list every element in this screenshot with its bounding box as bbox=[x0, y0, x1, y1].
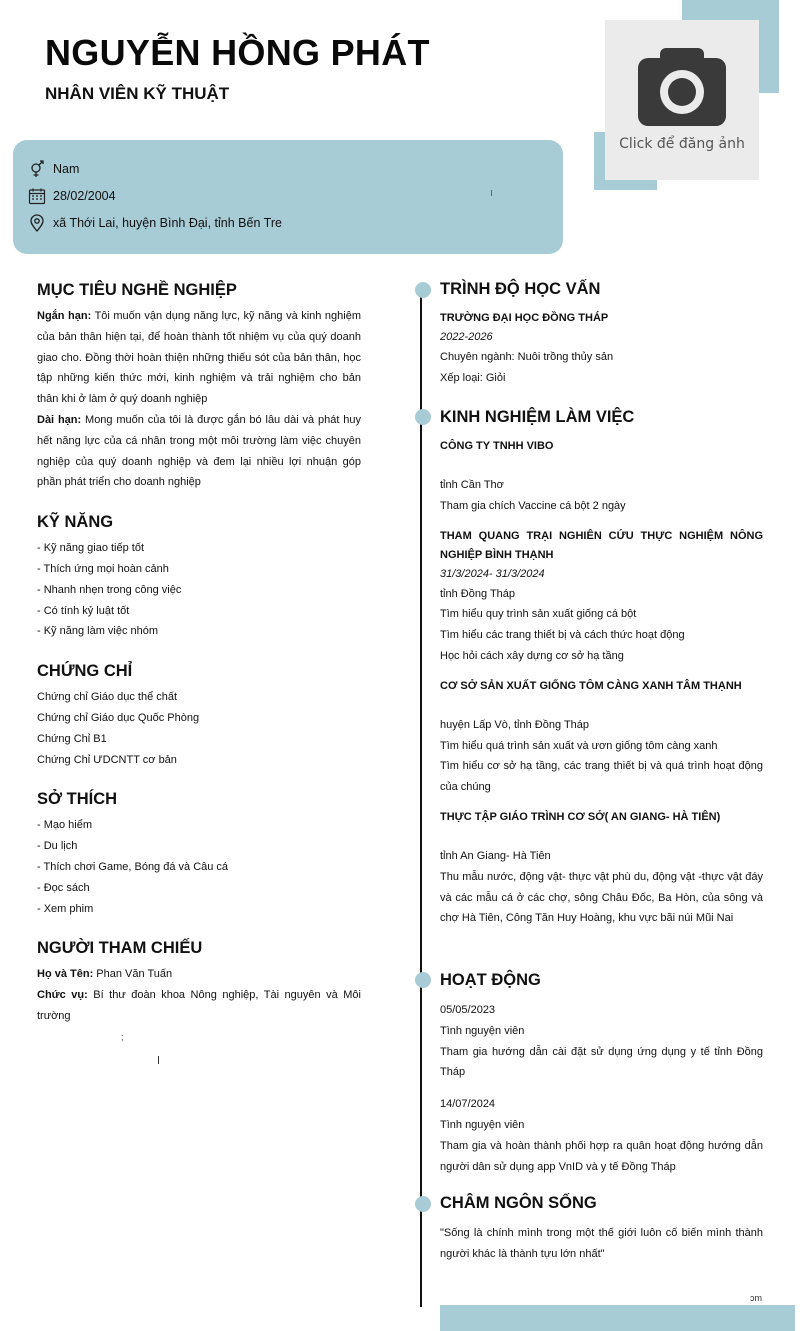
objective-short-term bbox=[37, 306, 361, 410]
education-major: Chuyên ngành: Nuôi trồng thủy sản bbox=[440, 351, 614, 363]
job-org: THỰC TẬP GIÁO TRÌNH CƠ SỞ( AN GIANG- HÀ TIÊN) bbox=[440, 810, 721, 823]
objective-heading: MỤC TIÊU NGHỀ NGHIỆP bbox=[37, 281, 237, 299]
certificate-item: Chứng Chỉ B1 bbox=[37, 732, 107, 745]
hobby-item: - Mạo hiểm bbox=[37, 819, 93, 832]
education-heading: TRÌNH ĐỘ HỌC VẤN bbox=[440, 280, 601, 298]
school-name: TRƯỜNG ĐẠI HỌC ĐỒNG THÁP bbox=[440, 312, 609, 324]
job-desc: Học hỏi cách xây dựng cơ sở hạ tầng bbox=[440, 649, 624, 662]
reference-name bbox=[37, 964, 361, 985]
skills-heading: KỸ NĂNG bbox=[37, 513, 114, 532]
location-pin-icon bbox=[28, 214, 46, 232]
skill-item: - Kỹ năng làm việc nhóm bbox=[37, 625, 159, 638]
reference-position bbox=[37, 985, 361, 1027]
job-desc: Thu mẫu nước, động vật- thực vật phù du, động vật -thực vật đáy và các mẫu cá ở các chợ, sông Châu Đốc, Ba Hòn, của sông và chợ Hà Tiên, Công Tăn Huy Hoàng, khu vực bãi núi Mũi Nai bbox=[440, 870, 763, 925]
job-desc: Tìm hiểu các trang thiết bị và cách thức hoạt động bbox=[440, 629, 685, 642]
candidate-name: NGUYỄN HỒNG PHÁT bbox=[45, 32, 430, 73]
job-org: CƠ SỞ SẢN XUẤT GIỐNG TÔM CÀNG XANH TÂM THẠNH bbox=[440, 679, 742, 692]
certificates-heading: CHỨNG CHỈ bbox=[37, 662, 133, 681]
activity-desc: Tham gia và hoàn thành phối hợp ra quân hoạt động hướng dẫn người dân sử dụng app VnID và y tế Đồng Tháp bbox=[440, 1139, 763, 1173]
photo-upload-label: Click để đăng ảnh bbox=[619, 136, 745, 152]
short-term-label: Ngắn hạn: bbox=[37, 310, 92, 322]
hobby-item: - Xem phim bbox=[37, 902, 94, 915]
gender-value: Nam bbox=[53, 161, 80, 176]
photo-upload[interactable] bbox=[605, 20, 759, 180]
activity-desc: Tham gia hướng dẫn cài đặt sử dụng ứng dụng y tế tỉnh Đồng Tháp bbox=[440, 1045, 763, 1079]
short-term-text: Tôi muốn vận dụng năng lực, kỹ năng và kinh nghiệm của bản thân hiện tại, để hoàn thành tốt nhiệm vụ của quý doanh giao cho. Đồng thời hoàn thiện những thiếu sót của bản thân, học tập những kiến thức mới, kinh nghiệm và trải nghiệm cho bản thân khi ở làm ở quý doanh nghiệp bbox=[37, 310, 361, 406]
reference-name-value: Phan Văn Tuấn bbox=[93, 968, 173, 981]
job-desc: Tham gia chích Vaccine cá bột 2 ngày bbox=[440, 499, 626, 512]
job-org: THAM QUANG TRẠI NGHIÊN CỨU THỰC NGHIỆM NÔNG NGHIỆP BÌNH THẠNH bbox=[440, 529, 763, 561]
long-term-label: Dài hạn: bbox=[37, 413, 82, 426]
education-section bbox=[440, 280, 763, 389]
skill-item: - Kỹ năng giao tiếp tốt bbox=[37, 542, 145, 555]
info-gender bbox=[28, 155, 563, 182]
hobby-item: - Thích chơi Game, Bóng đá và Câu cá bbox=[37, 860, 229, 873]
camera-icon bbox=[636, 44, 728, 128]
job-location: tỉnh Đồng Tháp bbox=[440, 587, 516, 600]
gender-icon bbox=[28, 160, 46, 178]
activity-date: 05/05/2023 bbox=[440, 1004, 496, 1016]
info-dob bbox=[28, 182, 563, 209]
timeline-dot bbox=[415, 282, 431, 298]
job-location: tỉnh Cần Thơ bbox=[440, 479, 504, 491]
reference-position-value: Bí thư đoàn khoa Nông nghiệp, Tài nguyên và Môi trường bbox=[37, 989, 361, 1022]
skill-item: - Nhanh nhẹn trong công việc bbox=[37, 583, 182, 596]
timeline-dot bbox=[415, 409, 431, 425]
skill-item: - Có tính kỷ luật tốt bbox=[37, 604, 130, 617]
experience-heading: KINH NGHIỆM LÀM VIỆC bbox=[440, 408, 635, 426]
activity-date: 14/07/2024 bbox=[440, 1098, 496, 1111]
job-desc: Tìm hiểu cơ sở hạ tầng, các trang thiết bị và quá trình hoạt động của chúng bbox=[440, 760, 763, 794]
timeline-line bbox=[420, 290, 422, 1307]
address-value: xã Thới Lai, huyện Bình Đại, tỉnh Bến Tre bbox=[53, 215, 282, 230]
job-title: NHÂN VIÊN KỸ THUẬT bbox=[45, 84, 230, 103]
activity-role: Tình nguyện viên bbox=[440, 1024, 525, 1037]
activity-role: Tình nguyện viên bbox=[440, 1118, 525, 1131]
calendar-icon bbox=[28, 187, 46, 205]
job-location: tỉnh An Giang- Hà Tiên bbox=[440, 849, 551, 862]
hobbies-heading: SỞ THÍCH bbox=[37, 790, 118, 809]
motto-heading: CHÂM NGÔN SỐNG bbox=[440, 1194, 597, 1212]
activities-heading: HOẠT ĐỘNG bbox=[440, 971, 541, 989]
hobby-item: - Đọc sách bbox=[37, 881, 90, 894]
job-desc: Tìm hiểu quá trình sản xuất và ươn giống tôm càng xanh bbox=[440, 739, 718, 752]
reference-name-label: Họ và Tên: bbox=[37, 968, 94, 981]
hobby-item: - Du lịch bbox=[37, 840, 78, 853]
reference-heading: NGƯỜI THAM CHIẾU bbox=[37, 939, 203, 958]
job-org: CÔNG TY TNHH VIBO bbox=[440, 440, 554, 452]
job-location: huyện Lấp Vò, tỉnh Đồng Tháp bbox=[440, 718, 590, 731]
certificate-item: Chứng chỉ Giáo dục thể chất bbox=[37, 691, 178, 704]
education-grade: Xếp loại: Giỏi bbox=[440, 371, 506, 384]
info-address bbox=[28, 209, 563, 236]
certificate-item: Chứng Chỉ ƯDCNTT cơ bản bbox=[37, 753, 177, 766]
footer-mark: ɔm bbox=[750, 1293, 762, 1303]
experience-section bbox=[440, 408, 763, 929]
stray-mark: ; bbox=[121, 1032, 124, 1042]
left-column bbox=[37, 281, 361, 1027]
skill-item: - Thích ứng mọi hoàn cảnh bbox=[37, 562, 169, 575]
job-period: 31/3/2024- 31/3/2024 bbox=[440, 567, 545, 580]
motto-text: "Sống là chính mình trong một thế giới luôn cố biến mình thành người khác là thành tựu lớn nhất" bbox=[440, 1227, 763, 1260]
personal-info-box bbox=[13, 140, 563, 254]
activities-section bbox=[440, 971, 763, 1177]
stray-tick bbox=[158, 1056, 159, 1064]
certificate-item: Chứng chỉ Giáo dục Quốc Phòng bbox=[37, 711, 200, 724]
motto-section bbox=[440, 1194, 763, 1265]
timeline-dot bbox=[415, 972, 431, 988]
decor-block-bottom bbox=[440, 1305, 795, 1331]
objective-long-term bbox=[37, 410, 361, 493]
info-tick-mark bbox=[491, 190, 492, 196]
reference-position-label: Chức vụ: bbox=[37, 989, 88, 1002]
education-period: 2022-2026 bbox=[440, 331, 493, 343]
dob-value: 28/02/2004 bbox=[53, 188, 116, 203]
timeline-dot bbox=[415, 1196, 431, 1212]
long-term-text: Mong muốn của tôi là được gắn bó lâu dài và phát huy hết năng lực của cá nhân trong một môi trường làm việc chuyên nghiệp của quý doanh nghiệp và đem lại nhiều lợi nhuận góp phần phát triển cho doanh nghiệp bbox=[37, 413, 361, 489]
job-desc: Tìm hiểu quy trình sản xuất giống cá bột bbox=[440, 608, 637, 621]
